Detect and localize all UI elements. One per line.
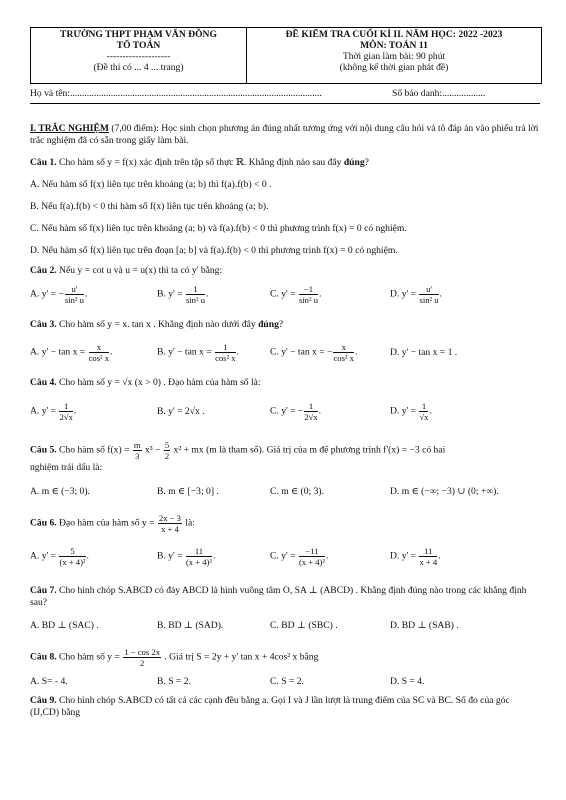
q2-c-den: sin² u bbox=[298, 295, 318, 305]
q2-c-fraction bbox=[299, 284, 318, 305]
question-2 bbox=[30, 265, 540, 277]
q6-d-num: 11 bbox=[419, 546, 437, 557]
q1-option-a[interactable]: A. Nếu hàm số f(x) liên tục trên khoảng (a; b) thì f(a).f(b) < 0 . bbox=[30, 179, 272, 190]
question-3 bbox=[30, 319, 540, 331]
q3-b-num: 1 bbox=[215, 342, 235, 353]
q1-text: Cho hàm số y = f(x) xác định trên tập số thực ℝ. Khẳng định nào sau đây bbox=[56, 157, 344, 168]
section-instructions: (7,00 điểm): Học sinh chọn phương án đúng nhất tương ứng với nội dung câu hỏi và tô đáp án vào phiếu trả lời trắc nghiệm đã có sẵn trong giấy làm bài. bbox=[30, 123, 539, 146]
q8-fraction bbox=[123, 647, 161, 668]
q2-b-fraction bbox=[186, 284, 205, 305]
q5-f2-num: 5 bbox=[164, 440, 170, 450]
q6-a-fraction bbox=[59, 546, 85, 567]
q3-option-a[interactable]: A. y' − tan x = $\frac{x}{\text{cos² x}}$ . bbox=[30, 342, 113, 363]
q3-a-prefix: A. y' − tan x = bbox=[30, 346, 88, 358]
q1-label: Câu 1. bbox=[30, 157, 57, 168]
section-title: I. TRẮC NGHIỆM bbox=[30, 123, 109, 134]
q6-text: Đạo hàm của hàm số y = bbox=[56, 517, 157, 529]
q2-a-fraction bbox=[65, 284, 84, 305]
q4-text: Cho hàm số y = √x (x > 0) . Đạo hàm của hàm số là: bbox=[56, 377, 261, 388]
q3-c-den: cos² x bbox=[333, 353, 354, 363]
section-intro bbox=[30, 123, 540, 147]
exam-time-note: (không kể thời gian phát đề) bbox=[339, 62, 449, 73]
q7-text: Cho hình chóp S.ABCD có đáy ABCD là hình vuông tâm O, SA ⊥ (ABCD) . Khẳng định đúng nào trong các khẳng định sau? bbox=[30, 585, 527, 608]
q8-f-den: 2 bbox=[139, 658, 145, 668]
q5-text-1: Cho hàm số f(x) = bbox=[56, 444, 132, 456]
q6-end: là: bbox=[182, 517, 195, 529]
q5-text-4: nghiệm trái dấu là: bbox=[30, 462, 103, 473]
q6-d-fraction bbox=[419, 546, 437, 567]
q8-f-num: 1 − cos 2x bbox=[124, 647, 160, 657]
question-7 bbox=[30, 585, 540, 609]
q8-option-d[interactable]: D. S = 4. bbox=[390, 676, 425, 687]
q5-option-b[interactable]: B. m ∈ [−3; 0] . bbox=[157, 486, 219, 497]
q2-option-c[interactable]: C. y' = $\frac{-1}{\text{sin² u}}$ . bbox=[270, 284, 322, 305]
question-8 bbox=[30, 647, 540, 668]
q6-a-num: 5 bbox=[59, 546, 85, 557]
q3-c-num: x bbox=[333, 342, 353, 353]
q3-b-prefix: B. y' − tan x = bbox=[157, 346, 215, 358]
question-6 bbox=[30, 513, 540, 534]
exam-time: Thời gian làm bài: 90 phút bbox=[342, 51, 446, 62]
q2-c-num: −1 bbox=[299, 284, 318, 295]
page-count: (Đề thi có ... 4 ... trang) bbox=[93, 62, 184, 73]
q8-option-c[interactable]: C. S = 2. bbox=[270, 676, 304, 687]
q6-a-den: (x + 4)² bbox=[59, 557, 86, 567]
q8-label: Câu 8. bbox=[30, 651, 57, 663]
q5-fraction-1 bbox=[133, 440, 142, 461]
q6-label: Câu 6. bbox=[30, 517, 57, 529]
q6-c-num: −11 bbox=[299, 546, 325, 557]
q5-text-3: x² + mx (m là tham số). Giá trị của m để phương trình f'(x) = −3 có hai bbox=[171, 444, 446, 456]
q4-a-prefix: A. y' = bbox=[30, 405, 59, 417]
q7-option-b[interactable]: B. BD ⊥ (SAD). bbox=[157, 620, 224, 631]
q3-option-b[interactable]: B. y' − tan x = $\frac{1}{\text{cos² x}}$ . bbox=[157, 342, 239, 363]
q2-a-den: sin² u bbox=[64, 295, 84, 305]
q5-option-d[interactable]: D. m ∈ (−∞; −3) ∪ (0; +∞). bbox=[390, 486, 499, 497]
q4-option-c[interactable]: C. y' = − $\frac{1}{2√x}$ . bbox=[270, 401, 322, 422]
header-rule bbox=[30, 103, 540, 104]
q3-text: Cho hàm số y = x. tan x . Khẳng định nào dưới đây bbox=[56, 319, 259, 330]
q4-d-fraction bbox=[419, 401, 428, 422]
q9-label: Câu 9. bbox=[30, 695, 57, 706]
q4-c-fraction bbox=[304, 401, 317, 422]
q3-a-num: x bbox=[89, 342, 109, 353]
q2-d-fraction bbox=[419, 284, 438, 305]
q4-d-num: 1 bbox=[419, 401, 428, 412]
group-name: TỔ TOÁN bbox=[116, 40, 161, 51]
school-block bbox=[31, 28, 247, 83]
q5-label: Câu 5. bbox=[30, 444, 57, 456]
q2-label: Câu 2. bbox=[30, 265, 57, 276]
q4-d-prefix: D. y' = bbox=[390, 405, 419, 417]
q3-b-den: cos² x bbox=[215, 353, 236, 363]
q4-c-prefix: C. y' = − bbox=[270, 405, 304, 417]
q4-c-den: 2√x bbox=[304, 412, 318, 422]
q8-option-a[interactable]: A. S= - 4. bbox=[30, 676, 68, 687]
q4-a-fraction bbox=[59, 401, 72, 422]
question-4 bbox=[30, 377, 540, 389]
q5-f1-num: m bbox=[133, 440, 141, 450]
q8-end: . Giá trị S = 2y + y' tan x + 4cos² x bằng bbox=[161, 651, 319, 663]
q3-end: ? bbox=[278, 319, 284, 330]
exam-block bbox=[247, 28, 541, 83]
q6-b-den: (x + 4)² bbox=[185, 557, 212, 567]
q6-d-den: x + 4 bbox=[419, 557, 438, 567]
q2-d-num: u' bbox=[419, 284, 438, 295]
q5-option-c[interactable]: C. m ∈ (0; 3). bbox=[270, 486, 325, 497]
q3-a-fraction bbox=[89, 342, 109, 363]
q6-f-num: 2x − 3 bbox=[158, 513, 181, 523]
q1-emph: đúng bbox=[343, 157, 365, 168]
subject: MÔN: TOÁN 11 bbox=[360, 40, 428, 51]
question-5 bbox=[30, 440, 540, 461]
q6-b-fraction bbox=[186, 546, 212, 567]
q3-label: Câu 3. bbox=[30, 319, 57, 330]
q3-c-prefix: C. y' − tan x = − bbox=[270, 346, 333, 358]
q2-option-b[interactable]: B. y' = $\frac{1}{\text{sin² u}}$ . bbox=[157, 284, 209, 305]
q6-option-b[interactable]: B. y' = $\frac{11}{\text{(x + 4)²}}$ . bbox=[157, 546, 216, 567]
q6-option-a[interactable]: A. y' = $\frac{5}{\text{(x + 4)²}}$ . bbox=[30, 546, 89, 567]
q6-a-prefix: A. y' = bbox=[30, 550, 59, 562]
q6-b-prefix: B. y' = bbox=[157, 550, 185, 562]
q1-option-d[interactable]: D. Nếu hàm số f(x) liên tục trên đoạn [a; b] và f(a).f(b) < 0 thì phương trình f(x) = 0 có nghiệm. bbox=[30, 245, 398, 256]
q9-text: Cho hình chóp S.ABCD có tất cả các cạnh đều bằng a. Gọi I và J lần lượt là trung điểm của SC và BC. Số đo của góc (IJ,CD) bằng bbox=[30, 695, 510, 718]
dash-divider: -------------------- bbox=[106, 51, 171, 62]
student-info-row bbox=[30, 88, 540, 100]
q2-b-prefix: B. y' = bbox=[157, 288, 185, 300]
q4-a-den: 2√x bbox=[59, 412, 73, 422]
school-name: TRƯỜNG THPT PHẠM VĂN ĐỒNG bbox=[60, 29, 217, 40]
q2-option-a[interactable]: A. y' = − $\frac{u'}{\text{sin² u}}$ . bbox=[30, 284, 88, 305]
q4-a-num: 1 bbox=[59, 401, 72, 412]
q4-d-den: √x bbox=[419, 412, 429, 422]
q1-option-c[interactable]: C. Nếu hàm số f(x) liên tục trên khoảng (a; b) và f(a).f(b) < 0 thì phương trình f(x) = 0 có nghiệm. bbox=[30, 223, 407, 234]
q3-option-d[interactable]: D. y' − tan x = 1 . bbox=[390, 347, 458, 358]
q7-option-a[interactable]: A. BD ⊥ (SAC) . bbox=[30, 620, 99, 631]
student-id-field[interactable]: Số báo danh:.................. bbox=[392, 88, 486, 99]
q3-option-c[interactable]: C. y' − tan x = − $\frac{x}{\text{cos² x}}$ . bbox=[270, 342, 358, 363]
q2-text: Nếu y = cot u và u = u(x) thì ta có y' bằng: bbox=[56, 265, 223, 276]
q3-emph: đúng bbox=[258, 319, 279, 330]
q6-fraction bbox=[158, 513, 182, 534]
q2-b-den: sin² u bbox=[185, 295, 205, 305]
q2-a-prefix: A. y' = − bbox=[30, 288, 64, 300]
q6-c-fraction bbox=[299, 546, 325, 567]
q1-end: ? bbox=[364, 157, 369, 168]
exam-header bbox=[30, 27, 542, 84]
q2-b-num: 1 bbox=[186, 284, 205, 295]
q1-option-b[interactable]: B. Nếu f(a).f(b) < 0 thì hàm số f(x) liên tục trên khoảng (a; b). bbox=[30, 201, 269, 212]
q5-f2-den: 2 bbox=[164, 451, 170, 461]
q5-fraction-2 bbox=[164, 440, 170, 461]
question-1 bbox=[30, 157, 540, 169]
q4-option-d[interactable]: D. y' = $\frac{1}{√x}$ . bbox=[390, 401, 432, 422]
q3-c-fraction bbox=[333, 342, 353, 363]
q6-option-c[interactable]: C. y' = $\frac{-11}{\text{(x + 4)²}}$ . bbox=[270, 546, 329, 567]
q7-label: Câu 7. bbox=[30, 585, 57, 596]
q6-c-den: (x + 4)² bbox=[298, 557, 325, 567]
student-name-field[interactable]: Họ và tên:......................................................................................................... bbox=[30, 88, 322, 99]
q2-option-d[interactable]: D. y' = $\frac{u'}{\text{sin² u}}$ . bbox=[390, 284, 442, 305]
q3-a-den: cos² x bbox=[88, 353, 110, 363]
q8-option-b[interactable]: B. S = 2. bbox=[157, 676, 191, 687]
q4-label: Câu 4. bbox=[30, 377, 57, 388]
q6-c-prefix: C. y' = bbox=[270, 550, 298, 562]
q6-d-prefix: D. y' = bbox=[390, 550, 419, 562]
q2-a-num: u' bbox=[65, 284, 84, 295]
q5-text-2: x³ − bbox=[142, 444, 163, 456]
q5-option-a[interactable]: A. m ∈ (−3; 0). bbox=[30, 486, 90, 497]
q5-f1-den: 3 bbox=[135, 451, 140, 461]
q4-c-num: 1 bbox=[304, 401, 317, 412]
exam-title: ĐỀ KIỂM TRA CUỐI KÌ II. NĂM HỌC: 2022 -2023 bbox=[285, 29, 503, 40]
q4-option-b[interactable]: B. y' = 2√x . bbox=[157, 406, 205, 417]
q7-option-d[interactable]: D. BD ⊥ (SAB) . bbox=[390, 620, 459, 631]
q7-option-c[interactable]: C. BD ⊥ (SBC) . bbox=[270, 620, 338, 631]
q6-option-d[interactable]: D. y' = $\frac{11}{x + 4}$ . bbox=[390, 546, 441, 567]
question-9 bbox=[30, 695, 540, 719]
q4-option-a[interactable]: A. y' = $\frac{1}{2√x}$ . bbox=[30, 401, 77, 422]
q2-d-prefix: D. y' = bbox=[390, 288, 419, 300]
q6-b-num: 11 bbox=[186, 546, 212, 557]
q6-f-den: x + 4 bbox=[161, 524, 179, 534]
q8-text: Cho hàm số y = bbox=[56, 651, 123, 663]
q2-c-prefix: C. y' = bbox=[270, 288, 298, 300]
q2-d-den: sin² u bbox=[419, 295, 439, 305]
q3-b-fraction bbox=[215, 342, 235, 363]
